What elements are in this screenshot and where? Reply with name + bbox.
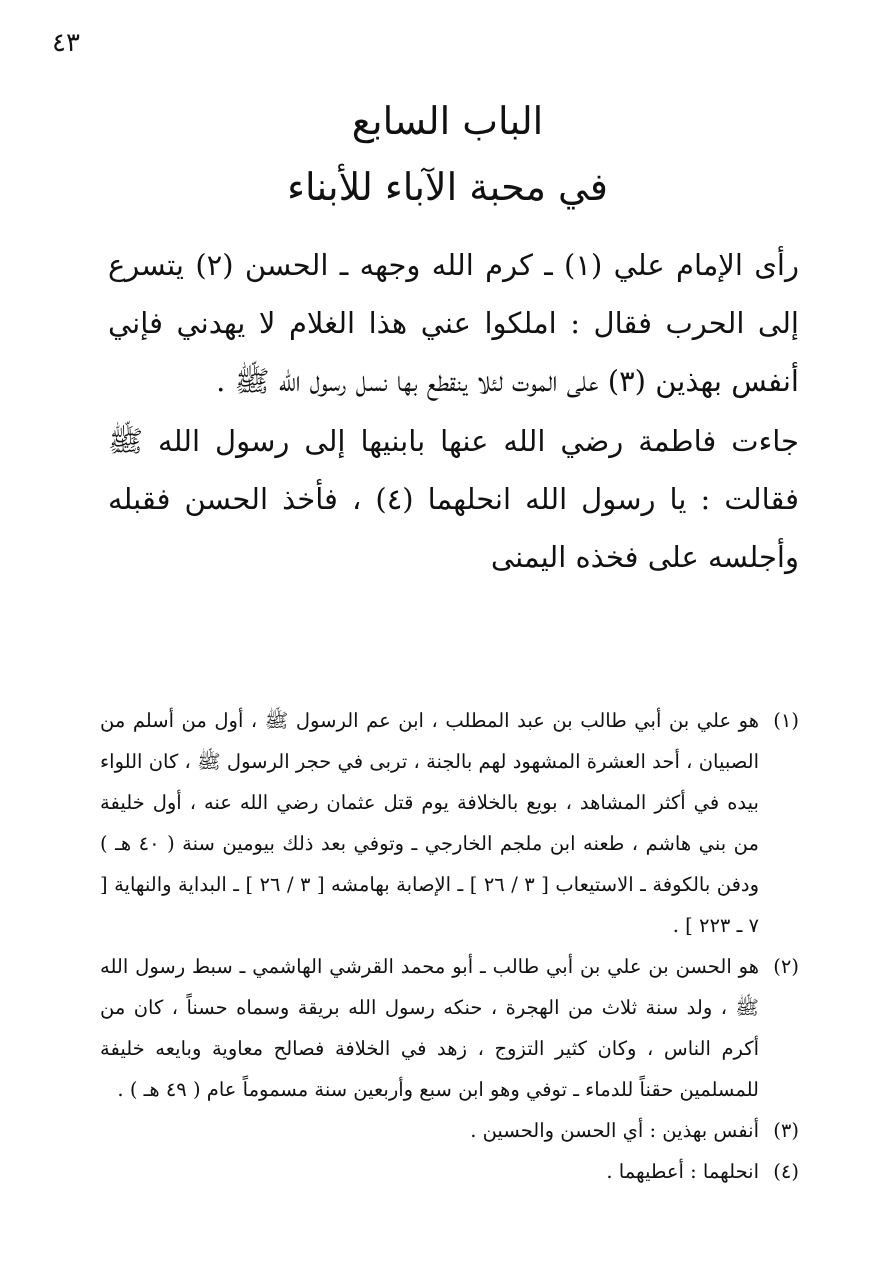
footnote — [100, 1151, 799, 1192]
footnote-text: انحلهما : أعطيهما . — [606, 1160, 759, 1183]
page-number: ٤٣ — [52, 28, 80, 58]
chapter-subtitle: في محبة الآباء للأبناء — [287, 165, 608, 209]
body-paragraph: جاءت فاطمة رضي الله عنها بابنيها إلى رسول الله ﷺ فقالت : يا رسول الله انحلهما (٤) ، فأخذ الحسن فقبله وأجلسه على فخذه اليمنى — [108, 424, 800, 574]
footnote-marker: (١) — [773, 709, 799, 732]
footnote-marker: (٣) — [773, 1119, 799, 1142]
chapter-title: الباب السابع — [351, 99, 544, 143]
footnote-marker: (٢) — [773, 955, 799, 978]
footnote-text: هو علي بن أبي طالب بن عبد المطلب ، ابن عم الرسول ﷺ ، أول من أسلم من الصبيان ، أحد العشرة المشهود لهم بالجنة ، تربى في حجر الرسول ﷺ ، كان اللواء بيده في أكثر المشاهد ، بويع بالخلافة يوم قتل عثمان رضي الله عنه ، أول خليفة من بني هاشم ، طعنه ابن ملجم الخارجي ـ وتوفي بعد ذلك بيومين سنة ( ٤٠ هـ ) ودفن بالكوفة ـ الاستيعاب [ ٣ / ٢٦ ] ـ الإصابة بهامشه [ ٣ / ٢٦ ] ـ البداية والنهاية [ ٧ ـ ٢٢٣ ] . — [100, 709, 759, 937]
footnote-marker: (٤) — [773, 1160, 799, 1183]
body-paragraph: رأى الإمام علي (١) ـ كرم الله وجهه ـ الحسن (٢) يتسرع إلى الحرب فقال : املكوا عني هذا الغلام لا يهدني فإني أنفس بهذين (٣) على الموت لئلا ينقطع بها نسل رسول الله ﷺ . — [108, 248, 799, 398]
footnote — [100, 700, 799, 946]
footnote — [100, 946, 799, 1110]
footnotes-section — [100, 700, 799, 1192]
footnote-text: هو الحسن بن علي بن أبي طالب ـ أبو محمد القرشي الهاشمي ـ سبط رسول الله ﷺ ، ولد سنة ثلاث من الهجرة ، حنكه رسول الله بريقة وسماه حسناً ، كان من أكرم الناس ، وكان كثير التزوج ، زهد في الخلافة فصالح معاوية وبايعه خليفة للمسلمين حقناً للدماء ـ توفي وهو ابن سبع وأربعين سنة مسموماً عام ( ٤٩ هـ ) . — [100, 955, 759, 1101]
footnote-text: أنفس بهذين : أي الحسن والحسين . — [470, 1119, 759, 1142]
footnote — [100, 1110, 799, 1151]
